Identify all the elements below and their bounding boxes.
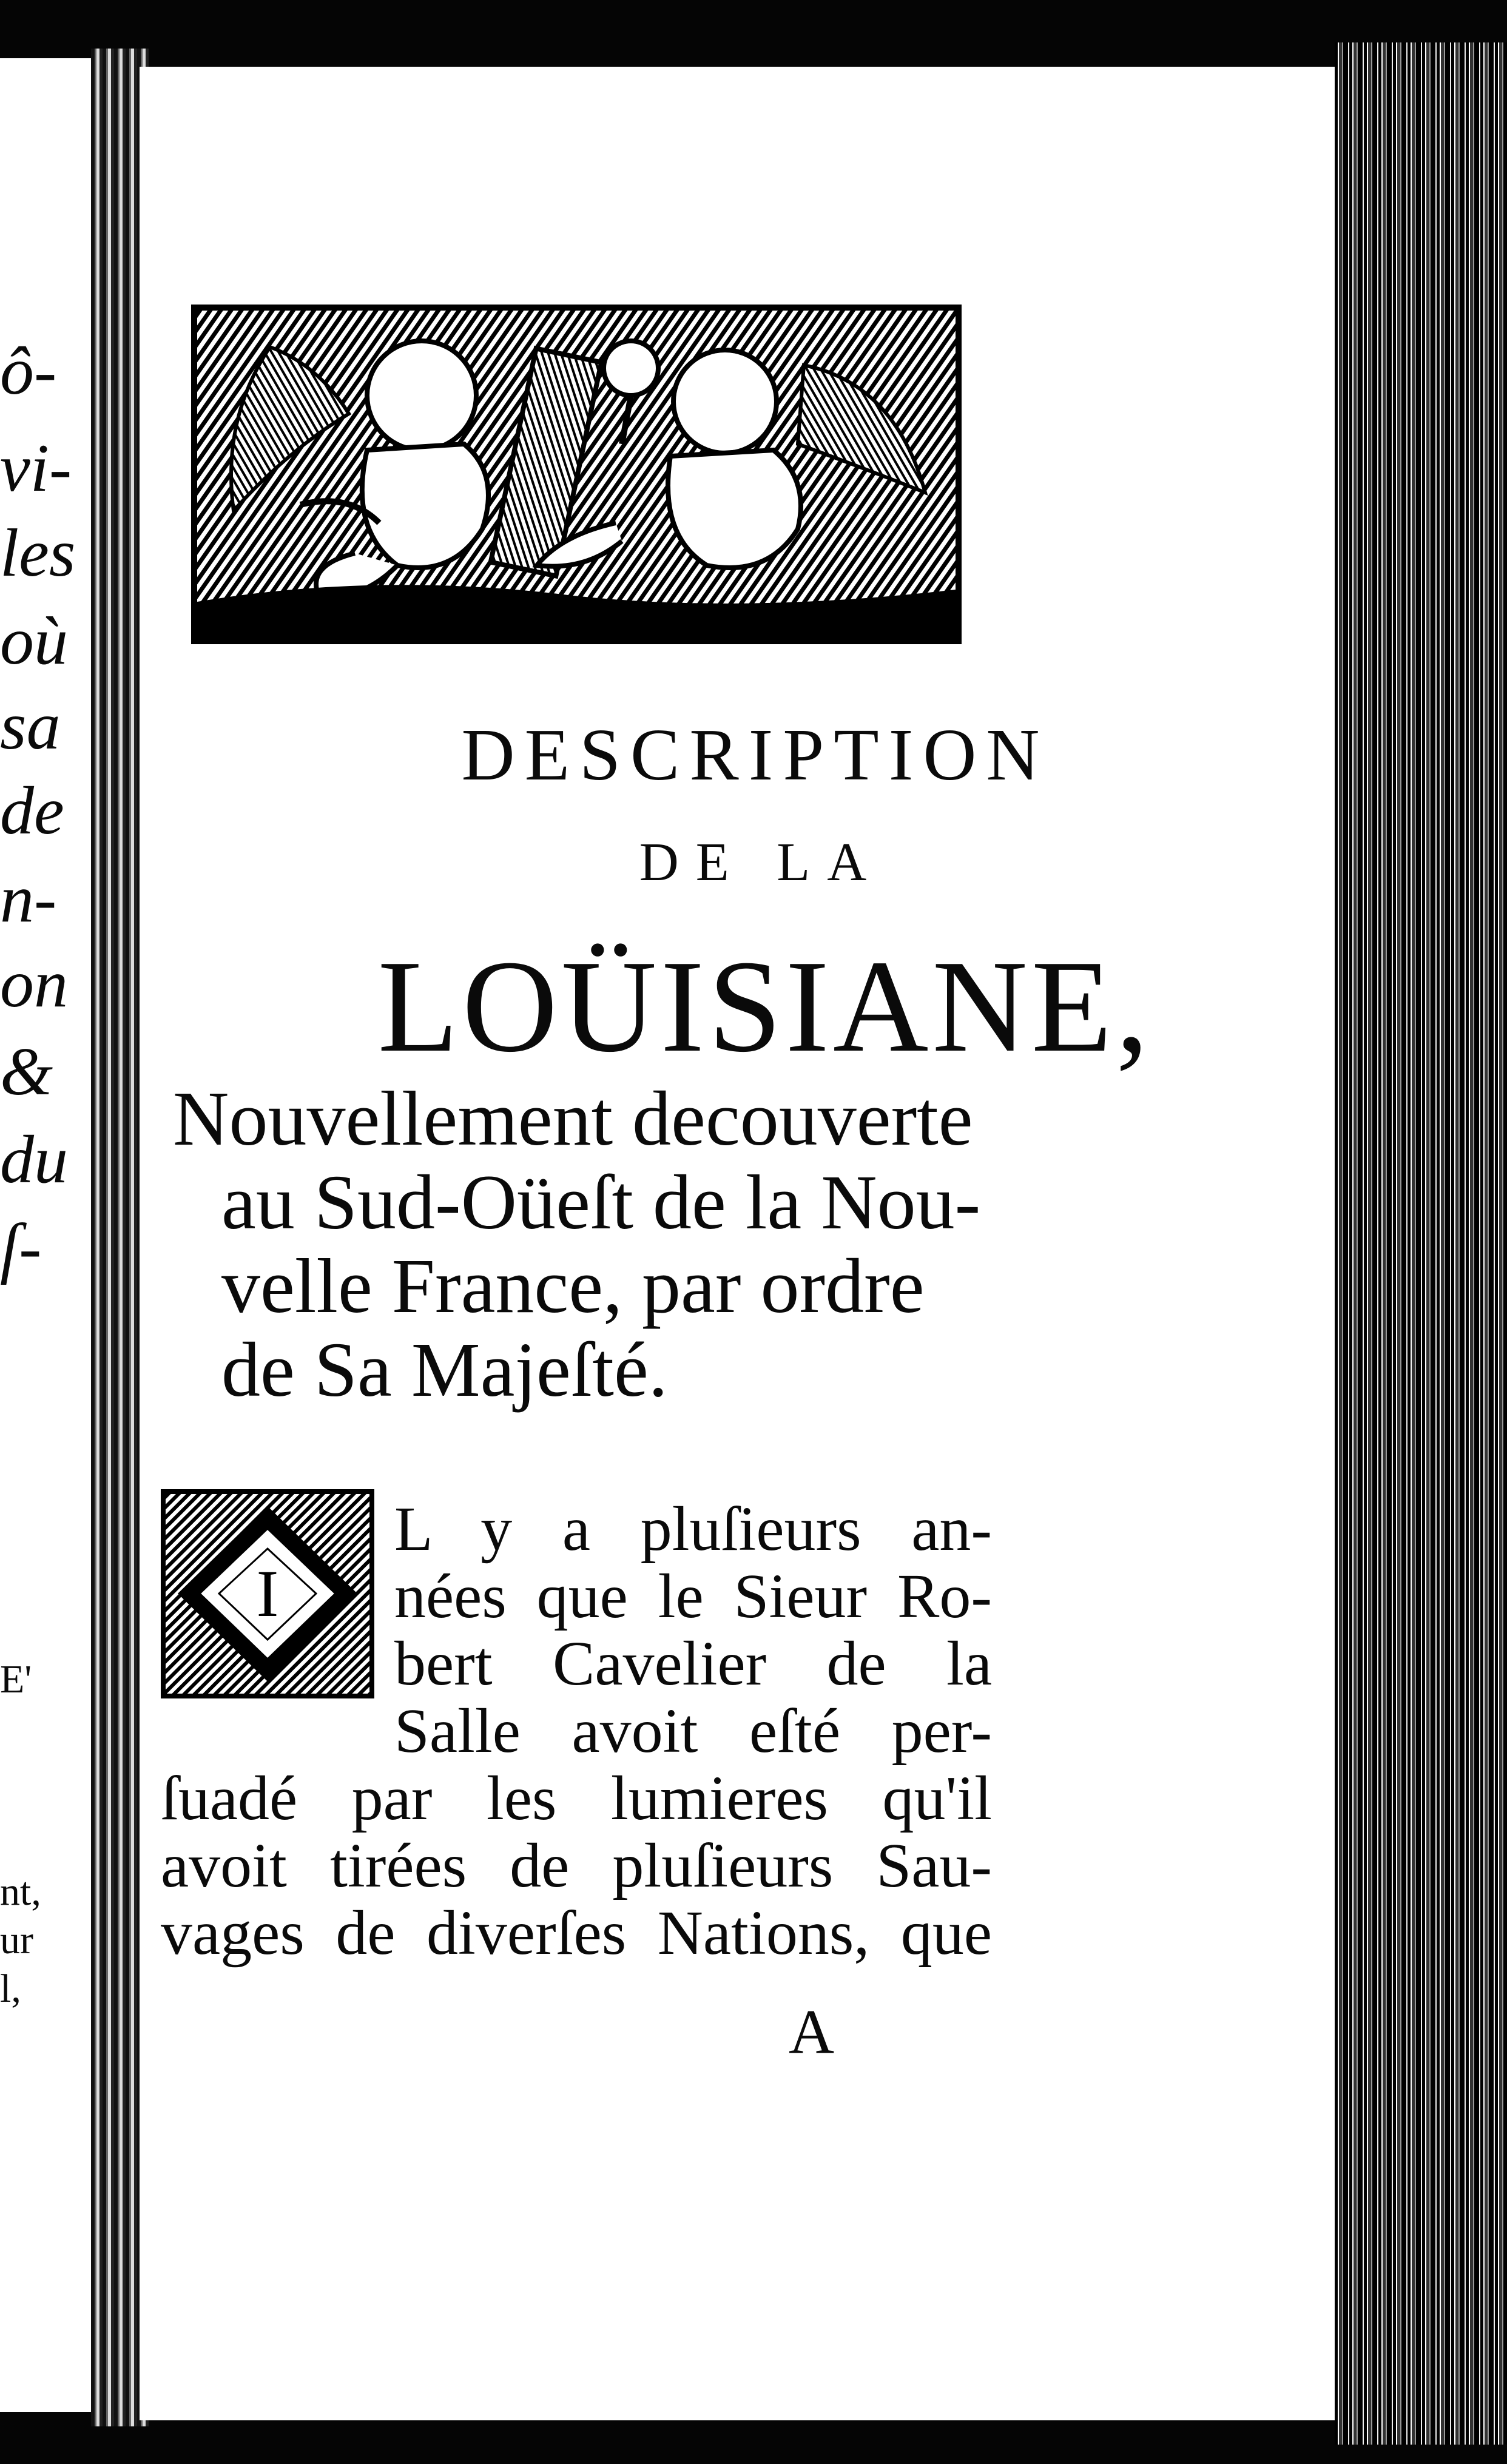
facing-text-fragment: sa	[0, 688, 61, 764]
facing-text-fragment: nt,	[0, 1870, 41, 1914]
facing-text-fragment: les	[0, 516, 76, 591]
body-line: L y a pluſieurs an-	[394, 1494, 992, 1564]
facing-page-fragment	[0, 58, 91, 2412]
facing-text-fragment: n-	[0, 861, 57, 937]
subtitle-line: au Sud-Oüeſt de la Nou-	[221, 1159, 981, 1245]
body-line: nées que le Sieur Ro-	[394, 1561, 992, 1631]
body-line: Salle avoit eſté per-	[394, 1696, 992, 1766]
body-line: vages de diverſes Nations, que	[161, 1898, 992, 1968]
body-line: avoit tirées de pluſieurs Sau-	[161, 1831, 992, 1900]
book-page	[140, 67, 1347, 2420]
facing-text-fragment: de	[0, 773, 64, 849]
title-line-2: DE LA	[639, 832, 884, 892]
subtitle-line: Nouvellement decouverte	[173, 1075, 973, 1162]
facing-text-fragment: ſ-	[0, 1210, 42, 1285]
subtitle	[173, 1077, 980, 1412]
cherubs-woodcut-icon	[191, 305, 962, 644]
drop-cap-letter: I	[256, 1557, 279, 1631]
catchword: A	[789, 1997, 835, 2067]
facing-text-fragment: ô-	[0, 334, 57, 409]
title-main: LOÜISIANE,	[377, 934, 1153, 1080]
page-fore-edge	[1335, 42, 1507, 2445]
body-line: bert Cavelier de la	[394, 1629, 992, 1698]
facing-text-fragment: E'	[0, 1657, 32, 1702]
facing-text-fragment: on	[0, 946, 68, 1022]
subtitle-line: de Sa Majeſté.	[221, 1327, 668, 1413]
facing-text-fragment: l,	[0, 1967, 21, 2011]
facing-text-fragment: du	[0, 1122, 68, 1197]
body-paragraph	[161, 1495, 992, 1967]
facing-text-fragment: où	[0, 604, 68, 679]
body-line: ſuadé par les lumieres qu'il	[161, 1763, 992, 1833]
subtitle-line: velle France, par ordre	[221, 1243, 925, 1329]
facing-text-fragment: ur	[0, 1918, 33, 1962]
facing-text-fragment: &	[0, 1034, 53, 1109]
facing-text-fragment: vi-	[0, 431, 72, 506]
title-line-1: DESCRIPTION	[461, 714, 1050, 796]
